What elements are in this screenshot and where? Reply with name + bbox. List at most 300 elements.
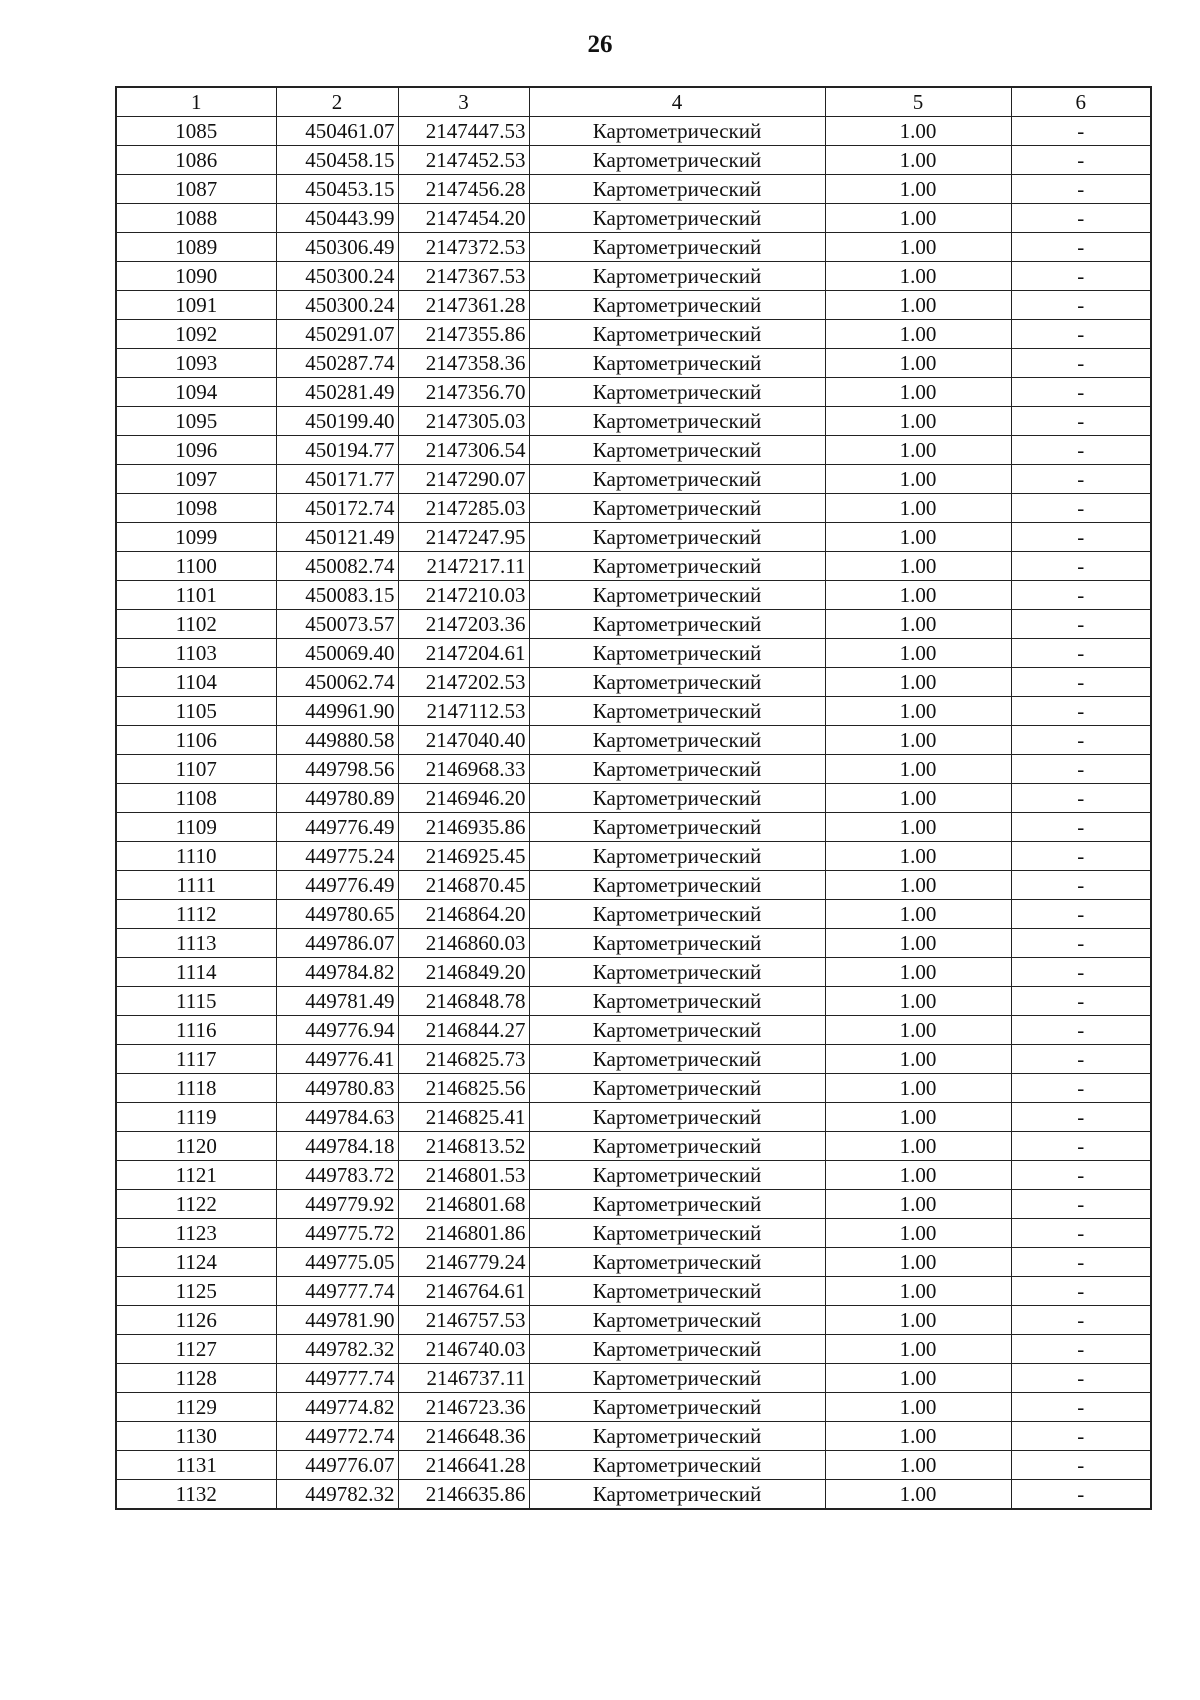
accuracy-cell: 1.00	[825, 1016, 1011, 1045]
table-row	[116, 465, 1151, 494]
table-row	[116, 291, 1151, 320]
y-coordinate-cell: 2146848.78	[398, 987, 529, 1016]
y-coordinate-cell: 2147372.53	[398, 233, 529, 262]
table-row	[116, 639, 1151, 668]
table-row	[116, 1248, 1151, 1277]
accuracy-cell: 1.00	[825, 262, 1011, 291]
header-col-2: 2	[276, 87, 398, 117]
y-coordinate-cell: 2146825.56	[398, 1074, 529, 1103]
x-coordinate-cell: 449798.56	[276, 755, 398, 784]
table-row	[116, 900, 1151, 929]
y-coordinate-cell: 2147040.40	[398, 726, 529, 755]
table-row	[116, 842, 1151, 871]
note-cell: -	[1011, 436, 1151, 465]
point-number-cell: 1093	[116, 349, 276, 378]
note-cell: -	[1011, 552, 1151, 581]
y-coordinate-cell: 2147305.03	[398, 407, 529, 436]
x-coordinate-cell: 449776.94	[276, 1016, 398, 1045]
x-coordinate-cell: 449781.90	[276, 1306, 398, 1335]
method-cell: Картометрический	[529, 1277, 825, 1306]
method-cell: Картометрический	[529, 320, 825, 349]
point-number-cell: 1121	[116, 1161, 276, 1190]
method-cell: Картометрический	[529, 1451, 825, 1480]
accuracy-cell: 1.00	[825, 436, 1011, 465]
note-cell: -	[1011, 581, 1151, 610]
y-coordinate-cell: 2146825.73	[398, 1045, 529, 1074]
point-number-cell: 1110	[116, 842, 276, 871]
y-coordinate-cell: 2147285.03	[398, 494, 529, 523]
point-number-cell: 1120	[116, 1132, 276, 1161]
x-coordinate-cell: 449775.24	[276, 842, 398, 871]
accuracy-cell: 1.00	[825, 581, 1011, 610]
table-row	[116, 1451, 1151, 1480]
point-number-cell: 1101	[116, 581, 276, 610]
point-number-cell: 1124	[116, 1248, 276, 1277]
method-cell: Картометрический	[529, 436, 825, 465]
accuracy-cell: 1.00	[825, 1393, 1011, 1422]
point-number-cell: 1117	[116, 1045, 276, 1074]
note-cell: -	[1011, 204, 1151, 233]
accuracy-cell: 1.00	[825, 987, 1011, 1016]
method-cell: Картометрический	[529, 233, 825, 262]
x-coordinate-cell: 450121.49	[276, 523, 398, 552]
y-coordinate-cell: 2146870.45	[398, 871, 529, 900]
x-coordinate-cell: 449782.32	[276, 1335, 398, 1364]
accuracy-cell: 1.00	[825, 784, 1011, 813]
y-coordinate-cell: 2146635.86	[398, 1480, 529, 1510]
note-cell: -	[1011, 117, 1151, 146]
x-coordinate-cell: 449780.83	[276, 1074, 398, 1103]
y-coordinate-cell: 2147361.28	[398, 291, 529, 320]
y-coordinate-cell: 2146801.86	[398, 1219, 529, 1248]
y-coordinate-cell: 2146801.68	[398, 1190, 529, 1219]
y-coordinate-cell: 2147112.53	[398, 697, 529, 726]
point-number-cell: 1131	[116, 1451, 276, 1480]
table-row	[116, 1393, 1151, 1422]
x-coordinate-cell: 449786.07	[276, 929, 398, 958]
method-cell: Картометрический	[529, 262, 825, 291]
method-cell: Картометрический	[529, 871, 825, 900]
coordinates-table	[115, 86, 1152, 1510]
accuracy-cell: 1.00	[825, 1364, 1011, 1393]
method-cell: Картометрический	[529, 987, 825, 1016]
table-row	[116, 755, 1151, 784]
point-number-cell: 1105	[116, 697, 276, 726]
note-cell: -	[1011, 407, 1151, 436]
accuracy-cell: 1.00	[825, 1480, 1011, 1510]
point-number-cell: 1130	[116, 1422, 276, 1451]
x-coordinate-cell: 449880.58	[276, 726, 398, 755]
table-row	[116, 552, 1151, 581]
point-number-cell: 1118	[116, 1074, 276, 1103]
point-number-cell: 1102	[116, 610, 276, 639]
table-row	[116, 610, 1151, 639]
x-coordinate-cell: 449776.41	[276, 1045, 398, 1074]
header-row	[116, 87, 1151, 117]
table-row	[116, 117, 1151, 146]
point-number-cell: 1097	[116, 465, 276, 494]
note-cell: -	[1011, 1335, 1151, 1364]
method-cell: Картометрический	[529, 668, 825, 697]
method-cell: Картометрический	[529, 523, 825, 552]
note-cell: -	[1011, 1248, 1151, 1277]
point-number-cell: 1128	[116, 1364, 276, 1393]
point-number-cell: 1089	[116, 233, 276, 262]
method-cell: Картометрический	[529, 1190, 825, 1219]
header-col-3: 3	[398, 87, 529, 117]
method-cell: Картометрический	[529, 842, 825, 871]
method-cell: Картометрический	[529, 1219, 825, 1248]
accuracy-cell: 1.00	[825, 958, 1011, 987]
y-coordinate-cell: 2147456.28	[398, 175, 529, 204]
point-number-cell: 1112	[116, 900, 276, 929]
accuracy-cell: 1.00	[825, 697, 1011, 726]
method-cell: Картометрический	[529, 639, 825, 668]
x-coordinate-cell: 450300.24	[276, 262, 398, 291]
accuracy-cell: 1.00	[825, 1161, 1011, 1190]
accuracy-cell: 1.00	[825, 465, 1011, 494]
note-cell: -	[1011, 1190, 1151, 1219]
x-coordinate-cell: 449782.32	[276, 1480, 398, 1510]
header-col-4: 4	[529, 87, 825, 117]
method-cell: Картометрический	[529, 175, 825, 204]
table-row	[116, 1422, 1151, 1451]
accuracy-cell: 1.00	[825, 929, 1011, 958]
point-number-cell: 1099	[116, 523, 276, 552]
accuracy-cell: 1.00	[825, 1045, 1011, 1074]
y-coordinate-cell: 2147210.03	[398, 581, 529, 610]
point-number-cell: 1107	[116, 755, 276, 784]
table-row	[116, 813, 1151, 842]
x-coordinate-cell: 449777.74	[276, 1277, 398, 1306]
x-coordinate-cell: 450458.15	[276, 146, 398, 175]
method-cell: Картометрический	[529, 1103, 825, 1132]
point-number-cell: 1113	[116, 929, 276, 958]
note-cell: -	[1011, 523, 1151, 552]
table-row	[116, 175, 1151, 204]
note-cell: -	[1011, 349, 1151, 378]
note-cell: -	[1011, 987, 1151, 1016]
method-cell: Картометрический	[529, 610, 825, 639]
x-coordinate-cell: 450443.99	[276, 204, 398, 233]
table-header	[116, 87, 1151, 117]
accuracy-cell: 1.00	[825, 523, 1011, 552]
method-cell: Картометрический	[529, 291, 825, 320]
y-coordinate-cell: 2147217.11	[398, 552, 529, 581]
table-row	[116, 581, 1151, 610]
x-coordinate-cell: 449777.74	[276, 1364, 398, 1393]
table-row	[116, 494, 1151, 523]
x-coordinate-cell: 449775.72	[276, 1219, 398, 1248]
table-row	[116, 697, 1151, 726]
note-cell: -	[1011, 610, 1151, 639]
table-row	[116, 784, 1151, 813]
x-coordinate-cell: 450194.77	[276, 436, 398, 465]
point-number-cell: 1086	[116, 146, 276, 175]
note-cell: -	[1011, 697, 1151, 726]
point-number-cell: 1123	[116, 1219, 276, 1248]
x-coordinate-cell: 450461.07	[276, 117, 398, 146]
x-coordinate-cell: 450073.57	[276, 610, 398, 639]
table-row	[116, 987, 1151, 1016]
x-coordinate-cell: 449774.82	[276, 1393, 398, 1422]
method-cell: Картометрический	[529, 349, 825, 378]
accuracy-cell: 1.00	[825, 668, 1011, 697]
x-coordinate-cell: 450287.74	[276, 349, 398, 378]
method-cell: Картометрический	[529, 1248, 825, 1277]
point-number-cell: 1100	[116, 552, 276, 581]
table-row	[116, 958, 1151, 987]
accuracy-cell: 1.00	[825, 1219, 1011, 1248]
note-cell: -	[1011, 1074, 1151, 1103]
accuracy-cell: 1.00	[825, 1190, 1011, 1219]
x-coordinate-cell: 450062.74	[276, 668, 398, 697]
table-row	[116, 320, 1151, 349]
table-row	[116, 1306, 1151, 1335]
accuracy-cell: 1.00	[825, 871, 1011, 900]
y-coordinate-cell: 2147358.36	[398, 349, 529, 378]
accuracy-cell: 1.00	[825, 204, 1011, 233]
x-coordinate-cell: 449784.18	[276, 1132, 398, 1161]
y-coordinate-cell: 2147355.86	[398, 320, 529, 349]
accuracy-cell: 1.00	[825, 1132, 1011, 1161]
point-number-cell: 1127	[116, 1335, 276, 1364]
note-cell: -	[1011, 291, 1151, 320]
x-coordinate-cell: 450453.15	[276, 175, 398, 204]
accuracy-cell: 1.00	[825, 320, 1011, 349]
accuracy-cell: 1.00	[825, 1103, 1011, 1132]
y-coordinate-cell: 2146801.53	[398, 1161, 529, 1190]
table-row	[116, 436, 1151, 465]
y-coordinate-cell: 2147290.07	[398, 465, 529, 494]
table-row	[116, 1335, 1151, 1364]
table-row	[116, 262, 1151, 291]
x-coordinate-cell: 449781.49	[276, 987, 398, 1016]
x-coordinate-cell: 450069.40	[276, 639, 398, 668]
table-row	[116, 1103, 1151, 1132]
y-coordinate-cell: 2147447.53	[398, 117, 529, 146]
method-cell: Картометрический	[529, 958, 825, 987]
table-row	[116, 1161, 1151, 1190]
note-cell: -	[1011, 1132, 1151, 1161]
point-number-cell: 1087	[116, 175, 276, 204]
accuracy-cell: 1.00	[825, 1074, 1011, 1103]
x-coordinate-cell: 450306.49	[276, 233, 398, 262]
method-cell: Картометрический	[529, 813, 825, 842]
method-cell: Картометрический	[529, 378, 825, 407]
note-cell: -	[1011, 465, 1151, 494]
table-row	[116, 1132, 1151, 1161]
note-cell: -	[1011, 146, 1151, 175]
accuracy-cell: 1.00	[825, 291, 1011, 320]
table-row	[116, 146, 1151, 175]
accuracy-cell: 1.00	[825, 233, 1011, 262]
table-body	[116, 117, 1151, 1510]
note-cell: -	[1011, 639, 1151, 668]
table-row	[116, 233, 1151, 262]
note-cell: -	[1011, 494, 1151, 523]
y-coordinate-cell: 2146779.24	[398, 1248, 529, 1277]
point-number-cell: 1115	[116, 987, 276, 1016]
method-cell: Картометрический	[529, 1045, 825, 1074]
method-cell: Картометрический	[529, 146, 825, 175]
method-cell: Картометрический	[529, 900, 825, 929]
table-row	[116, 1074, 1151, 1103]
note-cell: -	[1011, 813, 1151, 842]
y-coordinate-cell: 2147204.61	[398, 639, 529, 668]
note-cell: -	[1011, 1480, 1151, 1510]
note-cell: -	[1011, 1422, 1151, 1451]
accuracy-cell: 1.00	[825, 1451, 1011, 1480]
table-row	[116, 1016, 1151, 1045]
x-coordinate-cell: 450082.74	[276, 552, 398, 581]
x-coordinate-cell: 449776.49	[276, 813, 398, 842]
note-cell: -	[1011, 668, 1151, 697]
method-cell: Картометрический	[529, 1422, 825, 1451]
y-coordinate-cell: 2146764.61	[398, 1277, 529, 1306]
point-number-cell: 1126	[116, 1306, 276, 1335]
x-coordinate-cell: 450083.15	[276, 581, 398, 610]
method-cell: Картометрический	[529, 929, 825, 958]
point-number-cell: 1108	[116, 784, 276, 813]
y-coordinate-cell: 2146864.20	[398, 900, 529, 929]
method-cell: Картометрический	[529, 552, 825, 581]
header-col-6: 6	[1011, 87, 1151, 117]
note-cell: -	[1011, 1364, 1151, 1393]
point-number-cell: 1088	[116, 204, 276, 233]
accuracy-cell: 1.00	[825, 378, 1011, 407]
x-coordinate-cell: 449784.82	[276, 958, 398, 987]
table-row	[116, 349, 1151, 378]
y-coordinate-cell: 2146641.28	[398, 1451, 529, 1480]
table-row	[116, 1277, 1151, 1306]
accuracy-cell: 1.00	[825, 494, 1011, 523]
point-number-cell: 1098	[116, 494, 276, 523]
x-coordinate-cell: 449779.92	[276, 1190, 398, 1219]
note-cell: -	[1011, 900, 1151, 929]
note-cell: -	[1011, 1103, 1151, 1132]
x-coordinate-cell: 449775.05	[276, 1248, 398, 1277]
point-number-cell: 1095	[116, 407, 276, 436]
method-cell: Картометрический	[529, 1335, 825, 1364]
note-cell: -	[1011, 1161, 1151, 1190]
x-coordinate-cell: 450300.24	[276, 291, 398, 320]
method-cell: Картометрический	[529, 1074, 825, 1103]
x-coordinate-cell: 449772.74	[276, 1422, 398, 1451]
accuracy-cell: 1.00	[825, 639, 1011, 668]
y-coordinate-cell: 2146860.03	[398, 929, 529, 958]
accuracy-cell: 1.00	[825, 117, 1011, 146]
note-cell: -	[1011, 871, 1151, 900]
note-cell: -	[1011, 726, 1151, 755]
table-row	[116, 726, 1151, 755]
note-cell: -	[1011, 842, 1151, 871]
point-number-cell: 1119	[116, 1103, 276, 1132]
method-cell: Картометрический	[529, 784, 825, 813]
table-row	[116, 871, 1151, 900]
point-number-cell: 1116	[116, 1016, 276, 1045]
x-coordinate-cell: 450199.40	[276, 407, 398, 436]
point-number-cell: 1094	[116, 378, 276, 407]
header-col-5: 5	[825, 87, 1011, 117]
table-row	[116, 407, 1151, 436]
y-coordinate-cell: 2147202.53	[398, 668, 529, 697]
method-cell: Картометрический	[529, 581, 825, 610]
method-cell: Картометрический	[529, 465, 825, 494]
note-cell: -	[1011, 233, 1151, 262]
accuracy-cell: 1.00	[825, 755, 1011, 784]
point-number-cell: 1091	[116, 291, 276, 320]
method-cell: Картометрический	[529, 1016, 825, 1045]
note-cell: -	[1011, 320, 1151, 349]
accuracy-cell: 1.00	[825, 407, 1011, 436]
x-coordinate-cell: 449780.89	[276, 784, 398, 813]
point-number-cell: 1104	[116, 668, 276, 697]
table-row	[116, 668, 1151, 697]
point-number-cell: 1109	[116, 813, 276, 842]
table-row	[116, 1045, 1151, 1074]
y-coordinate-cell: 2146935.86	[398, 813, 529, 842]
y-coordinate-cell: 2147452.53	[398, 146, 529, 175]
table-row	[116, 929, 1151, 958]
method-cell: Картометрический	[529, 407, 825, 436]
point-number-cell: 1125	[116, 1277, 276, 1306]
point-number-cell: 1122	[116, 1190, 276, 1219]
y-coordinate-cell: 2146844.27	[398, 1016, 529, 1045]
note-cell: -	[1011, 378, 1151, 407]
y-coordinate-cell: 2147367.53	[398, 262, 529, 291]
x-coordinate-cell: 449961.90	[276, 697, 398, 726]
method-cell: Картометрический	[529, 117, 825, 146]
note-cell: -	[1011, 958, 1151, 987]
y-coordinate-cell: 2146825.41	[398, 1103, 529, 1132]
table-row	[116, 204, 1151, 233]
method-cell: Картометрический	[529, 755, 825, 784]
accuracy-cell: 1.00	[825, 1335, 1011, 1364]
point-number-cell: 1090	[116, 262, 276, 291]
y-coordinate-cell: 2146648.36	[398, 1422, 529, 1451]
accuracy-cell: 1.00	[825, 610, 1011, 639]
accuracy-cell: 1.00	[825, 813, 1011, 842]
note-cell: -	[1011, 1219, 1151, 1248]
note-cell: -	[1011, 755, 1151, 784]
table-row	[116, 523, 1151, 552]
x-coordinate-cell: 450171.77	[276, 465, 398, 494]
accuracy-cell: 1.00	[825, 1277, 1011, 1306]
table-row	[116, 1190, 1151, 1219]
note-cell: -	[1011, 1277, 1151, 1306]
method-cell: Картометрический	[529, 1393, 825, 1422]
method-cell: Картометрический	[529, 726, 825, 755]
method-cell: Картометрический	[529, 1364, 825, 1393]
method-cell: Картометрический	[529, 1480, 825, 1510]
accuracy-cell: 1.00	[825, 1248, 1011, 1277]
accuracy-cell: 1.00	[825, 900, 1011, 929]
method-cell: Картометрический	[529, 697, 825, 726]
y-coordinate-cell: 2147454.20	[398, 204, 529, 233]
header-col-1: 1	[116, 87, 276, 117]
point-number-cell: 1096	[116, 436, 276, 465]
accuracy-cell: 1.00	[825, 175, 1011, 204]
x-coordinate-cell: 449776.07	[276, 1451, 398, 1480]
note-cell: -	[1011, 1045, 1151, 1074]
note-cell: -	[1011, 1016, 1151, 1045]
x-coordinate-cell: 449780.65	[276, 900, 398, 929]
accuracy-cell: 1.00	[825, 842, 1011, 871]
note-cell: -	[1011, 1393, 1151, 1422]
point-number-cell: 1129	[116, 1393, 276, 1422]
y-coordinate-cell: 2146849.20	[398, 958, 529, 987]
